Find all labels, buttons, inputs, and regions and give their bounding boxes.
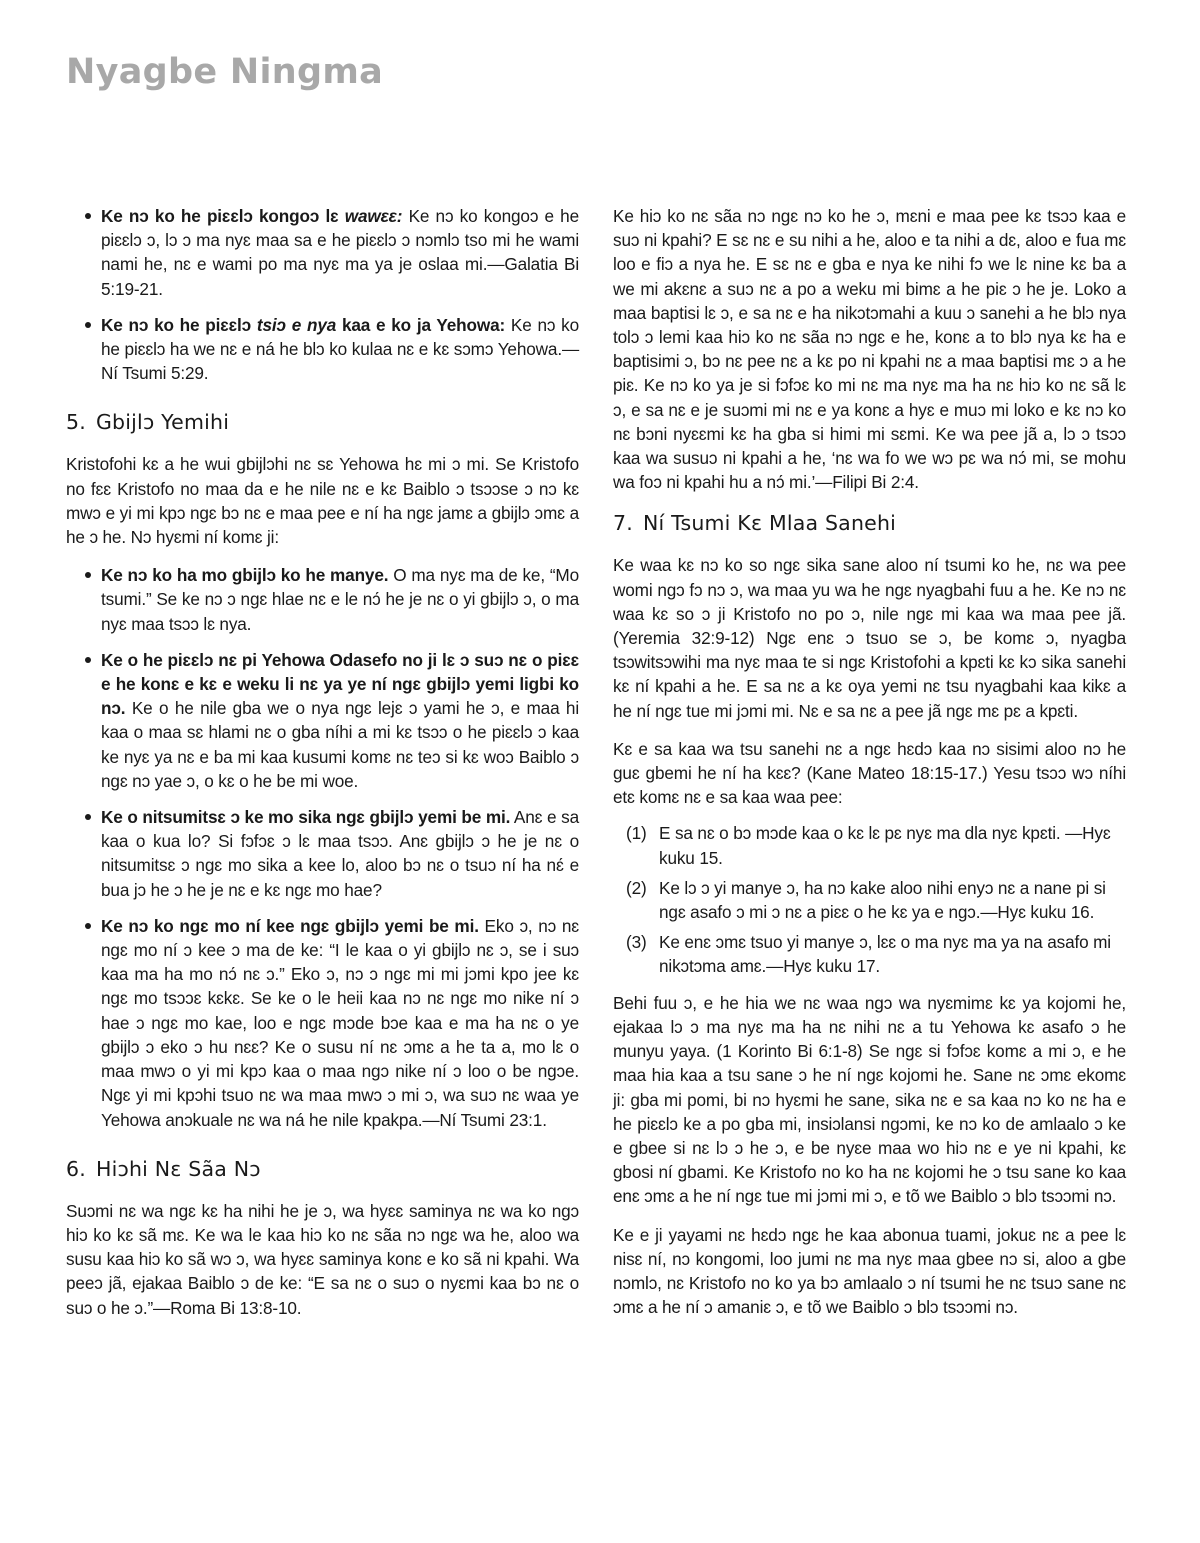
paragraph: Ke waa kɛ nɔ ko so ngɛ sika sane aloo ní tsumi ko he, nɛ wa pee womi ngɔ fɔ nɔ ɔ, wa maa yu wa he ngɛ nyagbahi fuu a he. Ke nɔ nɛ waa kɛ so ɔ ji Kristofo no po ɔ, nile ngɛ mi kaa wa maa pee jã. (Yeremia 32:9-12) Ngɛ enɛ ɔ tsuo se ɔ, be komɛ ɔ, nyagba tsɔwitsɔwihi ma nyɛ maa te si ngɛ Kristofohi a kpɛti kɛ kɔ sika sanehi kɛ ní kpahi a he. E sa nɛ a kɛ oya yemi nɛ tsu nyagbahi kaa kikɛ a he ní ngɛ tue mi jɔmi mi. Nɛ e sa nɛ a pee jã ngɛ mɛ pɛ a kpɛti. (613, 555, 1126, 721)
bullet-list-top (66, 204, 579, 385)
running-header: Nyagbe Ningma (66, 52, 384, 92)
list-item (66, 313, 579, 386)
section-number: 5. (66, 410, 86, 435)
right-column (613, 204, 1126, 1333)
section-title: Gbijlɔ Yemihi (95, 410, 230, 435)
paragraph: Kɛ e sa kaa wa tsu sanehi nɛ a ngɛ hɛdɔ kaa nɔ sisimi aloo nɔ he guɛ gbemi he ní ha kɛɛ? (Kane Mateo 18:15-17.) Yesu tsɔɔ wɔ níhi etɛ komɛ nɛ e sa kaa waa pee: (613, 738, 1126, 808)
left-column (66, 204, 579, 1334)
bullet-list-section5 (66, 563, 579, 1131)
list-item (613, 930, 1126, 978)
bullet-lead: Ke o nitsumitsɛ ɔ ke mo sika ngɛ gbijlɔ yemi be mi. (101, 807, 511, 828)
step-text: Ke enɛ ɔmɛ tsuo yi manye ɔ, lɛɛ o ma nyɛ ma ya na asafo mi nikɔtɔma amɛ.—Hyɛ kuku 17. (659, 932, 1111, 977)
step-number: (1) (626, 823, 647, 844)
bullet-lead-italic: wawɛɛ: (344, 206, 403, 226)
section-title: Hiɔhi Nɛ Sãa Nɔ (95, 1156, 261, 1181)
step-text: Ke lɔ ɔ yi manye ɔ, ha nɔ kake aloo nihi enyɔ nɛ a nane pi si ngɛ asafo ɔ mi ɔ nɛ a piɛɛ o he kɛ ya e ngɔ.—Hyɛ kuku 16. (659, 877, 1106, 923)
section-heading (613, 510, 1126, 536)
list-item (66, 914, 579, 1132)
paragraph: Ke hiɔ ko nɛ sãa nɔ ngɛ nɔ ko he ɔ, mɛni e maa pee kɛ tsɔɔ kaa e suɔ ni kpahi? E sɛ nɛ e su nihi a he, aloo e ta nihi a dɛ, aloo e fua mɛ loo e fiɔ a nya he. E sɛ nɛ e gba e nya ke nihi fɔ we lɛ nine kɛ ba a we mi akɛnɛ a suɔ nɛ a po a weku mi bimɛ a he piɛ ɔ he je. Loko a maa baptisi lɛ ɔ, e sa nɛ e ha nikɔtɔmahi a kuu ɔ sanehi a he blɔ nya tolɔ ɔ lemi kaa hiɔ ko nɛ sãa nɔ ngɛ e he, konɛ a to blɔ nya kɛ ha e baptisimi ɔ, bɔ nɛ pee nɛ a kɛ po ni kpahi nɛ a maa baptisi mɛ ɔ a he piɛ. Ke nɔ ko ya je si fɔfɔɛ ko mi nɛ ma nyɛ ma ha nɛ hiɔ ko nɛ sã lɛ ɔ, e sa nɛ e je suɔmi mi nɛ e ya konɛ a hyɛ e muɔ mi loko e kɛ nɔ ko nɛ bɔni nyɛɛmi kɛ ha gba si himi mi sɛmi. Ke wa pee jã a, lɔ ɔ tsɔɔ kaa wa susuɔ ni kpahi a he, ‘nɛ wa fo we wɔ pɛ wa nɔ́ mi, se mohu wa foɔ ni kpahi hu a nɔ́ mi.’—Filipi Bi 2:4. (613, 206, 1126, 493)
section-heading (66, 409, 579, 435)
section-number: 6. (66, 1156, 86, 1181)
bullet-text: Ke o he nile gba we o nya ngɛ lejɛ ɔ yami he ɔ, e maa hi kaa o maa sɛ hlami nɛ o gba níhi a mi kɛ tsɔɔ o he piɛɛlɔ ɔ kaa ke nyɛ ya nɛ e ba mi kaa kusumi komɛ nɛ teɔ si kɛ woɔ Baiblo ɔ ngɛ nɔ yae ɔ, o kɛ o he be mi woe. (101, 698, 579, 791)
bullet-text: O ma nyɛ ma de ke, “Mo tsumi.” Se ke nɔ ɔ ngɛ hlae nɛ e le nɔ́ he je nɛ o yi gbijlɔ ɔ, o ma nyɛ maa tsɔɔ lɛ nya. (101, 565, 579, 634)
section-heading (66, 1156, 579, 1182)
list-item (66, 648, 579, 793)
bullet-lead: Ke nɔ ko he piɛɛlɔ kongoɔ lɛ (101, 206, 345, 226)
numbered-steps (613, 821, 1126, 978)
bullet-text: Eko ɔ, nɔ nɛ ngɛ mo ní ɔ kee ɔ ma de ke: “I le kaa o yi gbijlɔ nɛ ɔ, se i suɔ kaa ma ha mo nɔ́ nɛ ɔ.” Eko ɔ, nɔ ɔ ngɛ mi mi jɔmi kpo jee kɛ ngɛ mo tsɔɔɛ kɛkɛ. Se ke o le heii kaa nɔ nɛ ngɛ mo nike ní ɔ hae ɔ ngɛ mo kae, loo e ngɛ mɔde bɔe kaa e ma ha nɛ o ye gbijlɔ ɔ eko ɔ hu nɛɛ? Ke o susu ní nɛ ɔmɛ a he ta a, mo lɛ o maa mwɔ o yi mi kpɔ kaa o maa ngɔ nike ní ɔ loo o be ngɔe. Ngɛ yi mi kpɔhi tsuo nɛ wa maa mwɔ ɔ mi ɔ, wa suɔ nɛ waa ye Yehowa anɔkuale nɛ wa ná he nile kpakpa.—Ní Tsumi 23:1. (101, 915, 579, 1130)
bullet-lead: Ke nɔ ko he piɛɛlɔ (101, 314, 257, 335)
bullet-text: Ke nɔ ko he piɛɛlɔ ha we nɛ e ná he blɔ ko kulaa nɛ e kɛ sɔmɔ Yehowa.—Ní Tsumi 5:29. (101, 314, 579, 384)
bullet-lead: kaa e ko ja Yehowa: (336, 314, 506, 335)
paragraph: Kristofohi kɛ a he wui gbijlɔhi nɛ sɛ Yehowa hɛ mi ɔ mi. Se Kristofo no fɛɛ Kristofo no maa da e he nile nɛ e kɛ Baiblo ɔ tsɔɔse ɔ nɔ kɛ mwɔ e yi mi kpɔ ngɛ bɔ nɛ e maa pee e ní ha ngɛ jamɛ a gbijlɔ ɔmɛ a he ɔ he. Nɔ hyɛmi ní komɛ ji: (66, 454, 579, 548)
bullet-lead-italic: tsiɔ e nya (256, 314, 337, 335)
list-item (613, 876, 1126, 924)
section-number: 7. (613, 511, 633, 536)
bullet-lead: Ke nɔ ko ngɛ mo ní kee ngɛ gbijlɔ yemi be mi. (101, 915, 479, 936)
step-number: (2) (626, 877, 647, 898)
bullet-text: Ke nɔ ko kongoɔ e he piɛɛlɔ ɔ, lɔ ɔ ma nyɛ maa sa e he piɛɛlɔ ɔ nɔmlɔ tso mi he wami nami he, nɛ e wami po ma nyɛ ma ya je oslaa mi.—Galatia Bi 5:19-21. (101, 206, 579, 299)
list-item (613, 821, 1126, 869)
paragraph: Suɔmi nɛ wa ngɛ kɛ ha nihi he je ɔ, wa hyɛɛ saminya nɛ wa ko ngɔ hiɔ ko kɛ sã mɛ. Ke wa le kaa hiɔ ko nɛ sãa nɔ ngɛ wa he, aloo wa susu kaa hiɔ ko sã wɔ ɔ, wa hyɛɛ saminya konɛ e ko sã ni kpahi. Wa peeɔ jã, ejakaa Baiblo ɔ de ke: “E sa nɛ o suɔ o nyɛmi kaa bɔ nɛ o suɔ o he ɔ.”—Roma Bi 13:8-10. (66, 1200, 579, 1318)
section-title: Ní Tsumi Kɛ Mlaa Sanehi (642, 511, 897, 536)
paragraph: Behi fuu ɔ, e he hia we nɛ waa ngɔ wa nyɛmimɛ kɛ ya kojomi he, ejakaa lɔ ɔ ma nyɛ ma ha nɛ nihi nɛ a tu Yehowa kɛ asafo ɔ he munyu yaya. (1 Korinto Bi 6:1-8) Se ngɛ si fɔfɔɛ komɛ a mi ɔ, e he maa hia kaa a tsu sane ɔ he ní ngɛ kojomi he. Sane nɛ ɔmɛ ekomɛ ji: gba mi pomi, bi nɔ hyɛmi he sane, sika nɛ e sa kaa nɔ ko nɛ ha e he piɛɛlɔ ke a po gba mi, insiɔlansi ngɔmi, ke nɔ ko de amlaalo ɔ ke e gbee si nɛ lɔ ɔ he ɔ, e be nyɛe maa wo hiɔ nɛ e ye ni kpahi, kɛ gbosi ní gbami. Ke Kristofo no ko ha nɛ kojomi he ɔ tsu sane ko kaa enɛ ɔmɛ a he ní ngɛ tue mi jɔmi mi ɔ, e tõ we Baiblo ɔ blɔ tsɔɔmi nɔ. (613, 992, 1126, 1207)
bullet-text: Anɛ e sa kaa o kua lo? Si fɔfɔɛ ɔ lɛ maa tsɔɔ. Anɛ gbijlɔ ɔ he je nɛ o nitsumitsɛ ɔ ngɛ mo sika a kee lo, aloo bɔ nɛ o tsuɔ ní ha nɛ́ e bua jɔ he ɔ he je nɛ e kɛ ngɛ mo hae? (101, 807, 579, 900)
paragraph: Ke e ji yayami nɛ hɛdɔ ngɛ he kaa abonua tuami, jokuɛ nɛ a pee lɛ nisɛ ní, nɔ kongomi, loo jumi nɛ ma nyɛ maa gbee nɔ si, aloo a gbe nɔmlɔ, nɛ Kristofo no ko ya bɔ amlaalo ɔ ní tsumi he nɛ tsuɔ sane nɛ ɔmɛ a he ní ɔ amaniɛ ɔ, e tõ we Baiblo ɔ blɔ tsɔɔmi nɔ. (613, 1224, 1126, 1318)
bullet-lead: Ke nɔ ko ha mo gbijlɔ ko he manye. (101, 565, 389, 586)
list-item (66, 563, 579, 636)
list-item (66, 805, 579, 902)
bullet-lead: Ke o he piɛɛlɔ nɛ pi Yehowa Odasefo no ji lɛ ɔ suɔ nɛ o piɛɛ e he konɛ e kɛ e weku li nɛ ya ye ní ngɛ gbijlɔ yemi ligbi ko nɔ. (101, 649, 579, 719)
list-item (66, 204, 579, 301)
step-text: E sa nɛ o bɔ mɔde kaa o kɛ lɛ pɛ nyɛ ma dla nyɛ kpɛti. —Hyɛ kuku 15. (659, 823, 1111, 868)
step-number: (3) (626, 932, 647, 953)
